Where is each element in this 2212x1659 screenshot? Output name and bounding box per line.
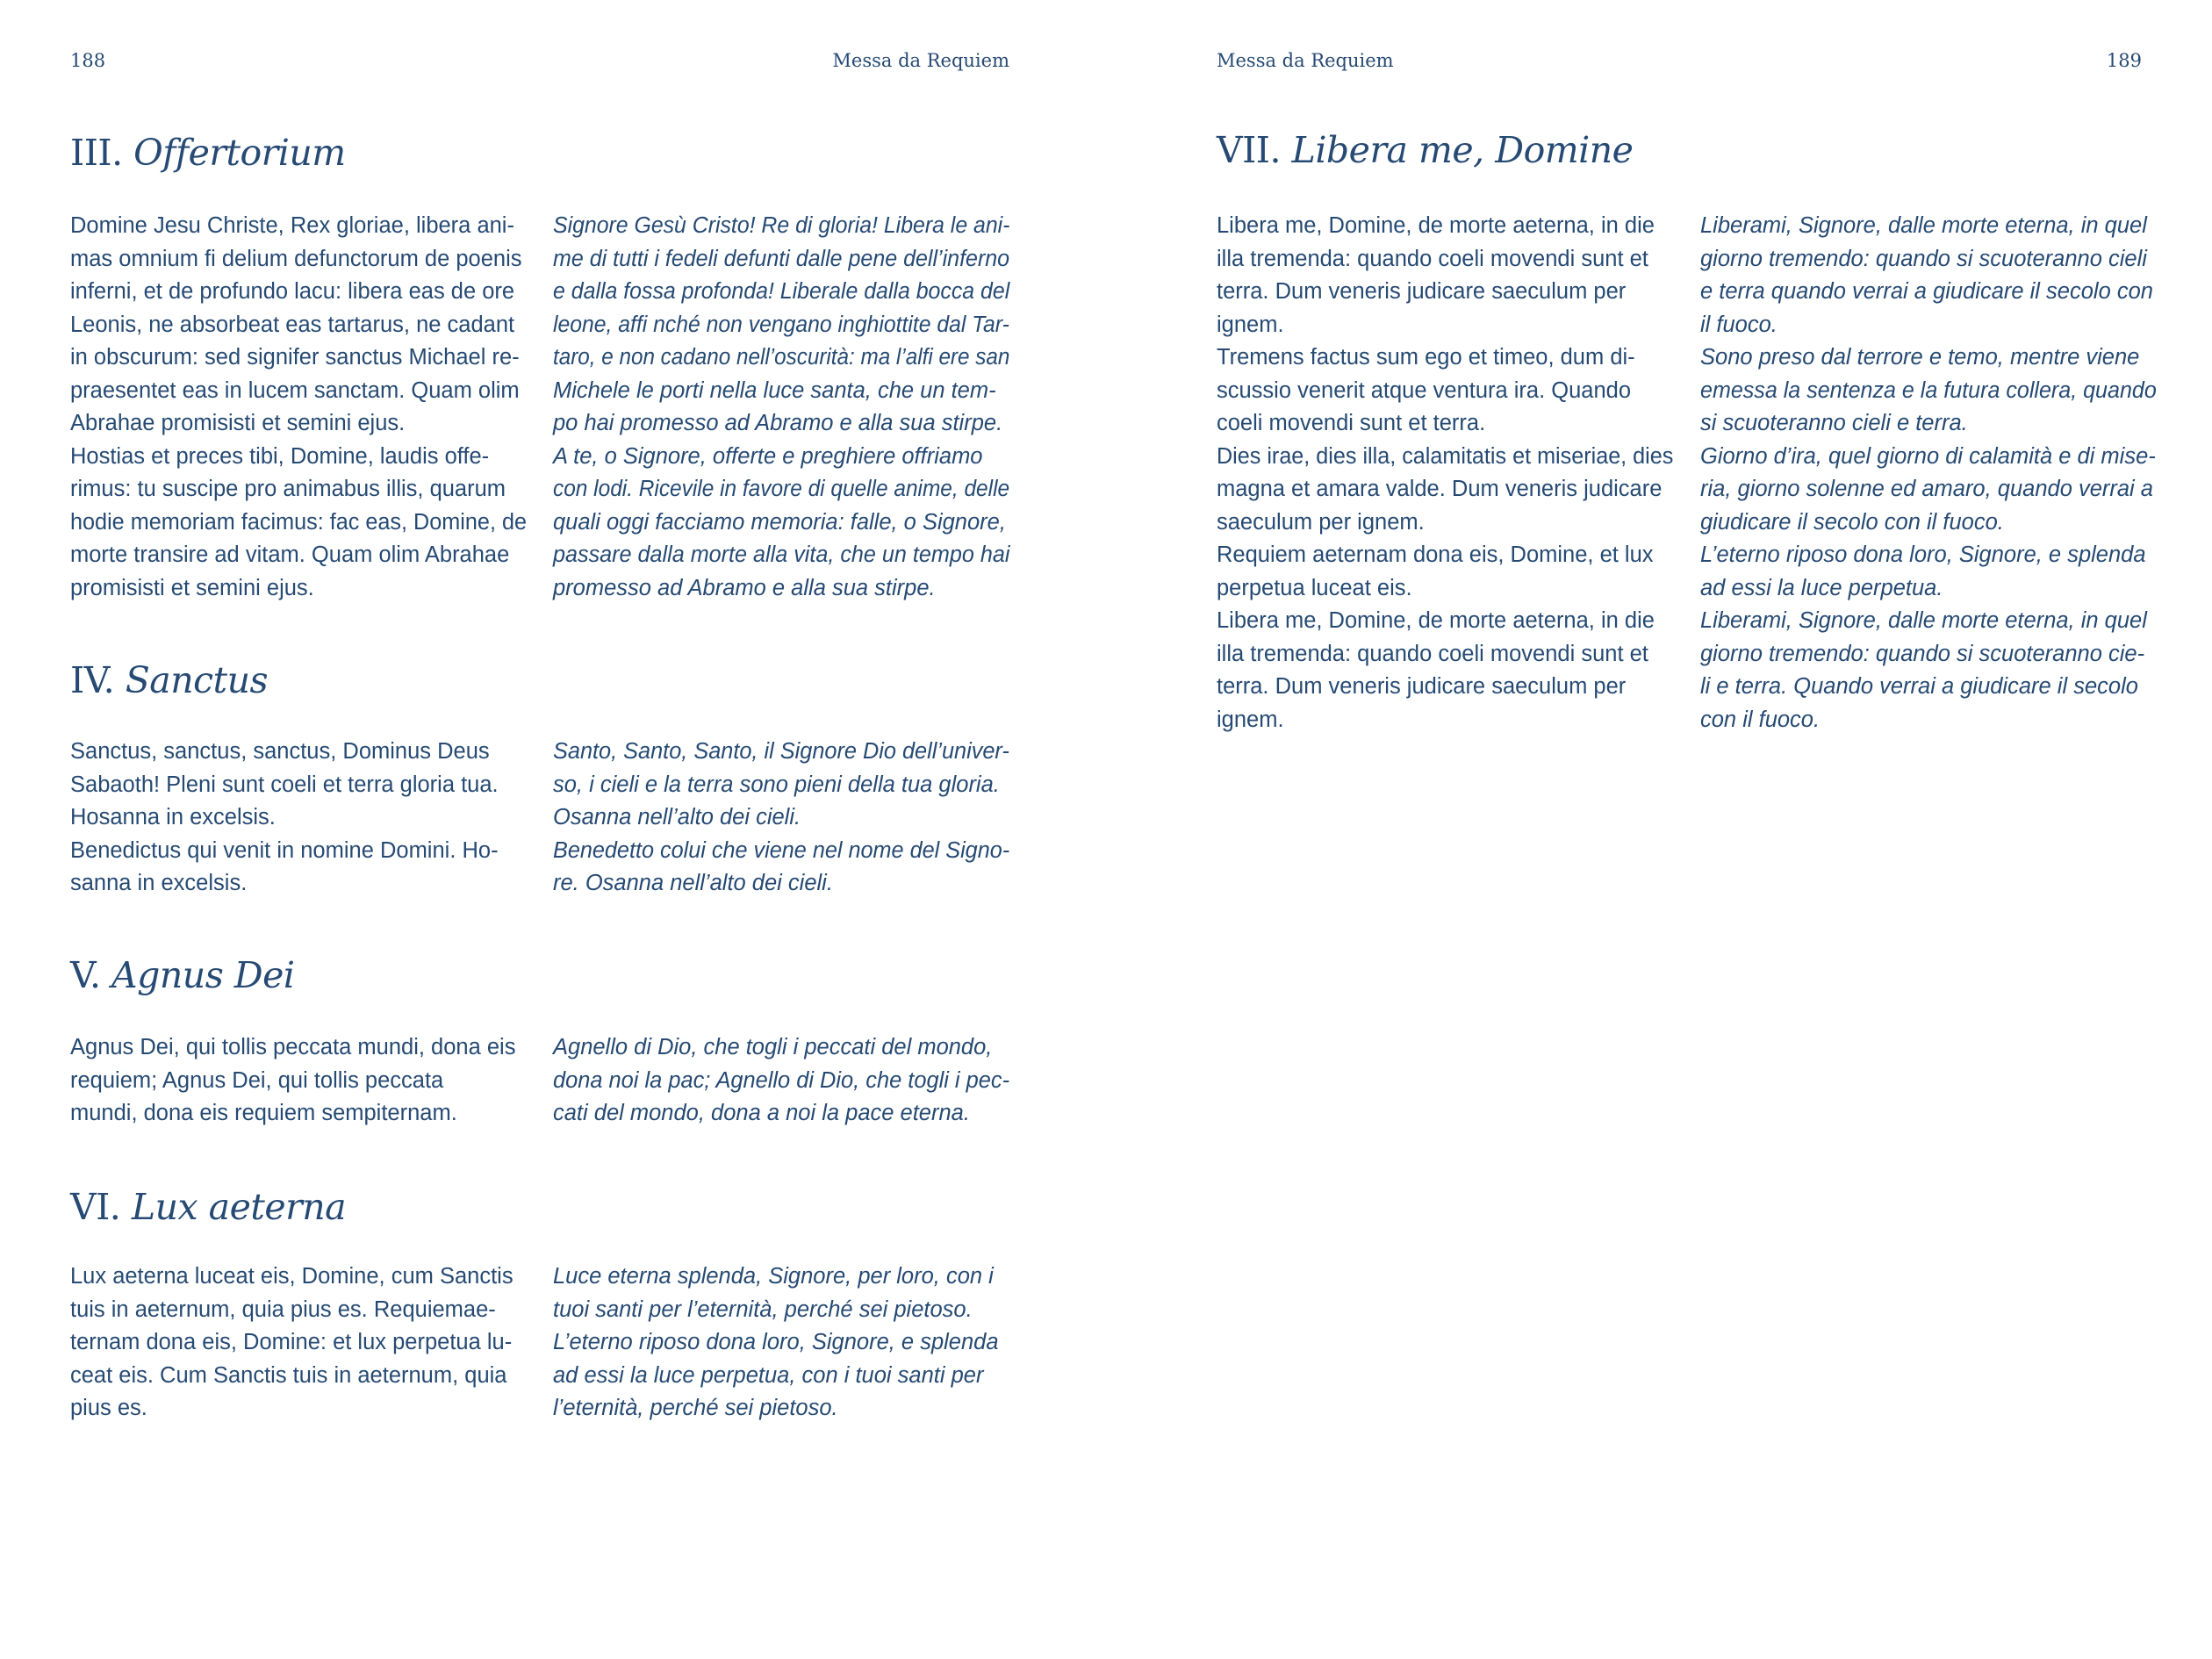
italian-text-libera-me (1700, 210, 2157, 736)
text-line: ignem. (1217, 707, 1284, 732)
text-line: Signore Gesù Cristo! Re di gloria! Libera le ani- (553, 213, 1010, 238)
text-line: Benedetto colui che viene nel nome del Signo- (553, 837, 1010, 863)
text-line: magna et amara valde. Dum veneris judicare (1217, 477, 1663, 501)
text-line: l’eternità, perché sei pietoso. (553, 1396, 838, 1420)
text-line: requiem; Agnus Dei, qui tollis peccata (70, 1067, 444, 1093)
section-title: Lux aeterna (131, 1186, 347, 1228)
text-line: Leonis, ne absorbeat eas tartarus, ne cadant (70, 312, 515, 337)
text-line: Osanna nell’alto dei cieli. (553, 805, 801, 830)
text-line: Requiem aeternam dona eis, Domine, et lux (1217, 542, 1654, 567)
italian-text-lux-aeterna (553, 1260, 1009, 1426)
text-line: giudicare il secolo con il fuoco. (1700, 509, 2004, 535)
text-line: praesentet eas in lucem sanctam. Quam olim (70, 377, 520, 403)
text-line: ad essi la luce perpetua. (1700, 575, 1943, 600)
italian-text-offertorium (553, 210, 1009, 605)
text-line: Sono preso dal terrore e temo, mentre viene (1700, 345, 2140, 370)
text-line: Agnello di Dio, che togli i peccati del mondo, (553, 1035, 993, 1059)
latin-text-offertorium (70, 210, 527, 605)
text-line: illa tremenda: quando coeli movendi sunt et (1217, 246, 1648, 271)
text-line: Domine Jesu Christe, Rex gloriae, libera ani- (70, 213, 514, 238)
text-line: hodie memoriam facimus: fac eas, Domine, de (70, 509, 528, 535)
text-line: con lodi. Ricevile in favore di quelle anime, delle (553, 477, 1010, 501)
running-head: Messa da Requiem (832, 50, 1009, 71)
text-line: giorno tremendo: quando si scuoteranno cieli (1700, 246, 2147, 271)
text-line: Sabaoth! Pleni sunt coeli et terra gloria tua. (70, 772, 499, 797)
latin-text-sanctus (70, 736, 527, 901)
section-title: Offertorium (133, 132, 346, 174)
text-line: ria, giorno solenne ed amaro, quando verrai a (1700, 477, 2153, 501)
text-line: coeli movendi sunt et terra. (1217, 411, 1486, 435)
text-line: Libera me, Domine, de morte aeterna, in die (1217, 608, 1655, 633)
text-line: ceat eis. Cum Sanctis tuis in aeternum, quia (70, 1362, 507, 1388)
section-numeral: VII. (1217, 129, 1282, 171)
section-heading-libera-me (1217, 128, 1633, 172)
text-line: Libera me, Domine, de morte aeterna, in die (1217, 213, 1655, 238)
text-line: in obscurum: sed signifer sanctus Michael re- (70, 345, 520, 370)
text-line: scussio venerit atque ventura ira. Quando (1217, 377, 1632, 403)
text-line: terra. Dum veneris judicare saeculum per (1217, 279, 1627, 304)
text-line: pius es. (70, 1396, 147, 1420)
italian-text-sanctus (553, 736, 1009, 901)
text-line: terra. Dum veneris judicare saeculum per (1217, 674, 1627, 699)
text-line: Agnus Dei, qui tollis peccata mundi, dona eis (70, 1035, 516, 1059)
text-line: Santo, Santo, Santo, il Signore Dio dell’univer- (553, 739, 1009, 764)
text-line: Sanctus, sanctus, sanctus, Dominus Deus (70, 739, 490, 764)
text-line: cati del mondo, dona a noi la pace eterna. (553, 1101, 970, 1125)
section-heading-agnus-dei (70, 953, 295, 997)
text-line: so, i cieli e la terra sono pieni della tua gloria. (553, 772, 1000, 797)
text-line: A te, o Signore, offerte e preghiere offriamo (553, 443, 983, 469)
text-line: sanna in excelsis. (70, 871, 248, 895)
text-line: Tremens factus sum ego et timeo, dum di- (1217, 345, 1635, 370)
text-line: L’eterno riposo dona loro, Signore, e splenda (1700, 542, 2146, 567)
text-line: con il fuoco. (1700, 707, 1821, 732)
text-line: emessa la sentenza e la futura collera, quando (1700, 377, 2157, 403)
text-line: promisisti et semini ejus. (70, 575, 314, 600)
section-numeral: V. (70, 954, 101, 996)
text-line: me di tutti i fedeli defunti dalle pene dell’inferno (553, 246, 1010, 271)
text-line: passare dalla morte alla vita, che un tempo hai (553, 542, 1010, 567)
text-line: taro, e non cadano nell’oscurità: ma l’alfi ere san (553, 345, 1010, 370)
text-line: mundi, dona eis requiem sempiternam. (70, 1101, 457, 1125)
latin-text-lux-aeterna (70, 1260, 527, 1426)
section-numeral: III. (70, 132, 123, 174)
section-numeral: IV. (70, 659, 115, 701)
text-line: ad essi la luce perpetua, con i tuoi santi per (553, 1362, 984, 1388)
text-line: si scuoteranno cieli e terra. (1700, 411, 1968, 435)
text-line: tuis in aeternum, quia pius es. Requiemae- (70, 1296, 496, 1322)
text-line: Liberami, Signore, dalle morte eterna, in quel (1700, 213, 2147, 238)
latin-text-agnus-dei (70, 1031, 527, 1131)
text-line: leone, affi nché non vengano inghiottite dal Tar- (553, 312, 1009, 337)
text-line: il fuoco. (1700, 312, 1778, 337)
right-page (1106, 0, 2212, 1659)
section-heading-lux-aeterna (70, 1185, 346, 1229)
text-line: Benedictus qui venit in nomine Domini. Ho- (70, 837, 499, 863)
section-title: Sanctus (125, 659, 269, 701)
text-line: Liberami, Signore, dalle morte eterna, in quel (1700, 608, 2147, 633)
text-line: Michele le porti nella luce santa, che un tem- (553, 377, 996, 403)
text-line: po hai promesso ad Abramo e alla sua stirpe. (553, 411, 1003, 435)
text-line: ternam dona eis, Domine: et lux perpetua lu- (70, 1330, 513, 1354)
text-line: perpetua luceat eis. (1217, 575, 1412, 600)
italian-text-agnus-dei (553, 1031, 1009, 1131)
text-line: Hosanna in excelsis. (70, 805, 276, 830)
text-line: illa tremenda: quando coeli movendi sunt et (1217, 641, 1648, 666)
section-numeral: VI. (70, 1186, 121, 1228)
section-title: Libera me, Domine (1291, 129, 1634, 171)
text-line: inferni, et de profundo lacu: libera eas de ore (70, 279, 515, 304)
latin-text-libera-me (1217, 210, 1673, 736)
page-number: 188 (70, 50, 106, 71)
text-line: giorno tremendo: quando si scuoteranno cie- (1700, 641, 2145, 666)
text-line: ignem. (1217, 312, 1284, 337)
section-title: Agnus Dei (111, 954, 295, 996)
text-line: Dies irae, dies illa, calamitatis et miseriae, dies (1217, 443, 1674, 469)
text-line: dona noi la pac; Agnello di Dio, che togli i pec- (553, 1067, 1010, 1093)
text-line: Luce eterna splenda, Signore, per loro, con i (553, 1264, 994, 1289)
section-heading-sanctus (70, 658, 268, 702)
text-line: li e terra. Quando verrai a giudicare il secolo (1700, 674, 2138, 699)
text-line: Hostias et preces tibi, Domine, laudis offe- (70, 443, 490, 469)
section-heading-offertorium (70, 131, 346, 175)
text-line: Lux aeterna luceat eis, Domine, cum Sanctis (70, 1264, 514, 1289)
text-line: re. Osanna nell’alto dei cieli. (553, 871, 833, 895)
text-line: Abrahae promisisti et semini ejus. (70, 411, 406, 435)
text-line: saeculum per ignem. (1217, 509, 1425, 535)
text-line: L’eterno riposo dona loro, Signore, e splenda (553, 1330, 999, 1354)
text-line: tuoi santi per l’eternità, perché sei pietoso. (553, 1296, 973, 1322)
page-number: 189 (2106, 50, 2142, 71)
text-line: rimus: tu suscipe pro animabus illis, quarum (70, 477, 506, 501)
running-head: Messa da Requiem (1217, 50, 1394, 71)
text-line: morte transire ad vitam. Quam olim Abrahae (70, 542, 510, 567)
text-line: mas omnium fi delium defunctorum de poenis (70, 246, 522, 271)
text-line: e terra quando verrai a giudicare il secolo con (1700, 279, 2153, 304)
text-line: e dalla fossa profonda! Liberale dalla bocca del (553, 279, 1010, 304)
text-line: promesso ad Abramo e alla sua stirpe. (553, 575, 936, 600)
text-line: quali oggi facciamo memoria: falle, o Signore, (553, 509, 1006, 535)
text-line: Giorno d’ira, quel giorno di calamità e di mise- (1700, 443, 2156, 469)
